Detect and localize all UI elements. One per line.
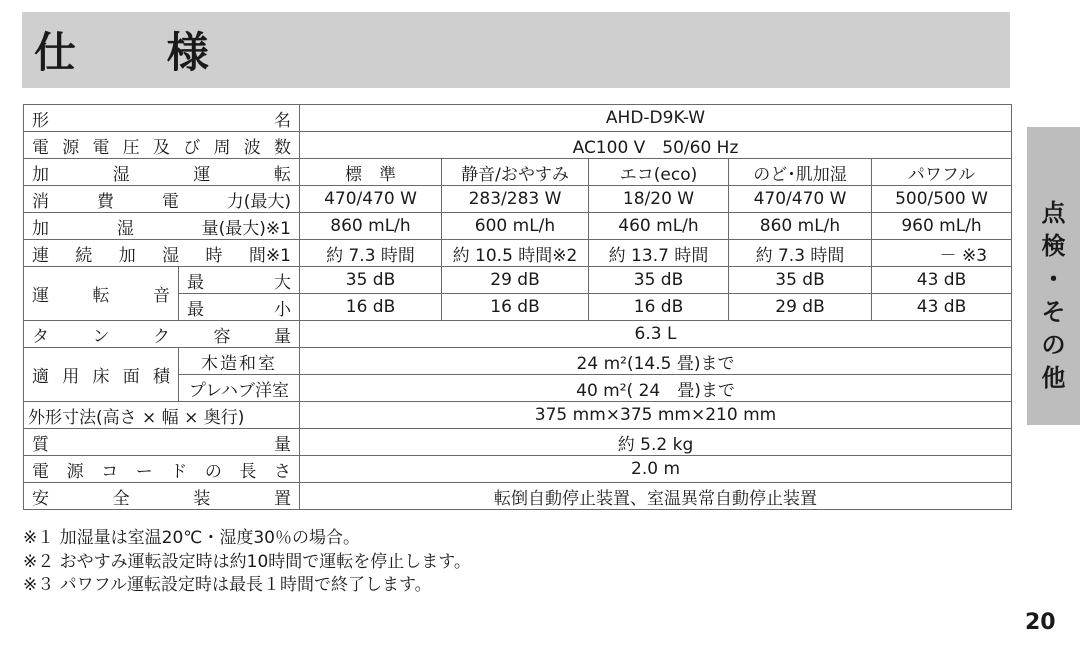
label-char: 電 xyxy=(92,137,110,158)
label-floor-wood: 木造和室 xyxy=(179,348,300,375)
label-safety xyxy=(24,483,300,510)
value-cell: 35 dB xyxy=(589,267,729,294)
label-char: 適 xyxy=(32,367,49,387)
label-char: ン xyxy=(92,326,110,347)
row-model xyxy=(24,105,1012,132)
label-char: 圧 xyxy=(122,137,140,158)
row-safety xyxy=(24,483,1012,510)
label-floor-area xyxy=(24,348,179,402)
label-char: 湿 xyxy=(162,245,180,266)
label-char: の xyxy=(204,461,222,482)
label-char: 加 xyxy=(32,218,49,239)
spec-table xyxy=(23,104,1012,510)
label-char: 容 xyxy=(213,326,231,347)
label-tank xyxy=(24,321,300,348)
page-number: 20 xyxy=(1025,610,1056,635)
value-safety: 転倒自動停止装置、室温異常自動停止装置 xyxy=(300,483,1012,510)
label-char: 湿 xyxy=(116,218,134,239)
row-modes xyxy=(24,159,1012,186)
label-char: 数 xyxy=(274,137,291,158)
row-tank xyxy=(24,321,1012,348)
label-char: 面 xyxy=(122,367,140,387)
value-cell: 29 dB xyxy=(729,294,872,321)
tab-char: 検 xyxy=(1041,232,1066,260)
row-power-consumption xyxy=(24,186,1012,213)
label-char: ー xyxy=(135,461,153,482)
value-cell: 860 mL/h xyxy=(729,213,872,240)
label-char: ド xyxy=(170,461,188,482)
tab-char: の xyxy=(1041,331,1066,359)
tab-char: 点 xyxy=(1041,199,1066,227)
label-continuous-time xyxy=(24,240,300,267)
label-char: 積 xyxy=(153,367,170,387)
label-char: 消 xyxy=(32,191,49,212)
label-char: 周 xyxy=(213,137,231,158)
label-char: 加 xyxy=(32,164,49,185)
page-title: 仕 様 xyxy=(34,28,247,77)
label-char: 電 xyxy=(32,137,49,158)
value-power-supply: AC100 V 50/60 Hz xyxy=(300,132,1012,159)
value-floor-wood: 24 m²(14.5 畳)まで xyxy=(300,348,1012,375)
tab-char: ・ xyxy=(1041,265,1066,293)
label-power-supply xyxy=(24,132,300,159)
footnote-1: ※１ 加湿量は室温20℃・湿度30％の場合。 xyxy=(23,528,361,548)
label-char: タ xyxy=(32,326,49,347)
value-cell: 470/470 W xyxy=(300,186,442,213)
label-char: 置 xyxy=(273,488,291,509)
label-char: 音 xyxy=(153,286,170,306)
label-char: 装 xyxy=(193,488,211,509)
section-tab-label xyxy=(1027,197,1080,395)
label-char: コ xyxy=(101,461,119,482)
label-char: 源 xyxy=(66,461,84,482)
mode-throat-skin: のど･肌加湿 xyxy=(729,159,872,186)
label-char: 及 xyxy=(153,137,170,158)
value-cell: 35 dB xyxy=(729,267,872,294)
value-cell: 860 mL/h xyxy=(300,213,442,240)
value-cell: 約 10.5 時間※2 xyxy=(442,240,589,267)
label-char: 安 xyxy=(32,488,49,509)
value-tank: 6.3 L xyxy=(300,321,1012,348)
value-cell: 約 7.3 時間 xyxy=(729,240,872,267)
label-char: 小 xyxy=(274,299,291,320)
row-humidification xyxy=(24,213,1012,240)
label-char: 続 xyxy=(75,245,93,266)
value-cell: 460 mL/h xyxy=(589,213,729,240)
label-char: ク xyxy=(153,326,170,347)
label-char: 長 xyxy=(239,461,257,482)
mode-powerful: パワフル xyxy=(872,159,1012,186)
value-cord-length: 2.0 m xyxy=(300,456,1012,483)
label-char: 床 xyxy=(92,367,110,387)
label-char: 運 xyxy=(193,164,211,185)
label-noise-min xyxy=(179,294,300,321)
value-cell: 283/283 W xyxy=(442,186,589,213)
value-cell: 16 dB xyxy=(589,294,729,321)
label-char: 波 xyxy=(243,137,261,158)
value-cell: 35 dB xyxy=(300,267,442,294)
footnote-2: ※２ おやすみ運転設定時は約10時間で運転を停止します。 xyxy=(23,551,471,572)
label-char: 連 xyxy=(32,245,49,266)
label-char: 量 xyxy=(274,434,291,455)
row-continuous-time xyxy=(24,240,1012,267)
section-tab xyxy=(1027,127,1080,425)
value-cell: 960 mL/h xyxy=(872,213,1012,240)
label-char: 湿 xyxy=(112,164,130,185)
value-cell: 470/470 W xyxy=(729,186,872,213)
value-cell: 16 dB xyxy=(300,294,442,321)
label-char: 費 xyxy=(96,191,114,212)
row-dimensions xyxy=(24,402,1012,429)
value-cell: － ※3 xyxy=(872,240,1012,267)
label-char: 転 xyxy=(273,164,291,185)
value-cell: 約 7.3 時間 xyxy=(300,240,442,267)
label-char: 力(最大) xyxy=(226,191,291,212)
value-floor-prefab: 40 m²( 24 畳)まで xyxy=(300,375,1012,402)
label-modes xyxy=(24,159,300,186)
label-power-consumption xyxy=(24,186,300,213)
footnote-3: ※３ パワフル運転設定時は最長１時間で終了します。 xyxy=(23,575,432,595)
label-noise xyxy=(24,267,179,321)
label-char: さ xyxy=(273,461,291,482)
value-cell: 16 dB xyxy=(442,294,589,321)
row-cord-length xyxy=(24,456,1012,483)
value-cell: 600 mL/h xyxy=(442,213,589,240)
label-char: 電 xyxy=(32,461,49,482)
label-char: 源 xyxy=(62,137,80,158)
footnotes xyxy=(23,527,471,598)
label-char: 形 xyxy=(32,110,49,131)
row-mass xyxy=(24,429,1012,456)
row-power-supply xyxy=(24,132,1012,159)
label-floor-prefab: プレハブ洋室 xyxy=(179,375,300,402)
label-cord-length xyxy=(24,456,300,483)
label-char: 量 xyxy=(274,326,291,347)
tab-char: 他 xyxy=(1041,364,1066,392)
label-char: び xyxy=(183,137,201,158)
row-noise-max xyxy=(24,267,1012,294)
value-dimensions: 375 mm×375 mm×210 mm xyxy=(300,402,1012,429)
value-mass: 約 5.2 kg xyxy=(300,429,1012,456)
label-char: 時 xyxy=(205,245,223,266)
label-char: 最 xyxy=(187,299,204,320)
value-cell: 18/20 W xyxy=(589,186,729,213)
label-dimensions: 外形寸法(高さ × 幅 × 奥行) xyxy=(24,402,300,429)
tab-char: そ xyxy=(1041,298,1066,326)
label-char: 転 xyxy=(92,286,110,306)
label-char: 名 xyxy=(274,110,291,131)
label-mass xyxy=(24,429,300,456)
label-char: 質 xyxy=(32,434,49,455)
value-model: AHD-D9K-W xyxy=(300,105,1012,132)
label-char: 用 xyxy=(62,367,80,387)
label-noise-max xyxy=(179,267,300,294)
label-char: 運 xyxy=(32,286,49,306)
label-char: 量(最大)※1 xyxy=(201,218,291,239)
mode-eco: エコ(eco) xyxy=(589,159,729,186)
value-cell: 約 13.7 時間 xyxy=(589,240,729,267)
label-char: 最 xyxy=(187,272,204,293)
label-char: 間※1 xyxy=(248,245,291,266)
title-band xyxy=(22,12,1010,88)
label-char: 大 xyxy=(274,272,291,293)
label-char: 全 xyxy=(112,488,130,509)
label-humidification xyxy=(24,213,300,240)
label-model xyxy=(24,105,300,132)
value-cell: 29 dB xyxy=(442,267,589,294)
value-cell: 43 dB xyxy=(872,267,1012,294)
mode-standard: 標 準 xyxy=(300,159,442,186)
label-char: 電 xyxy=(161,191,179,212)
value-cell: 500/500 W xyxy=(872,186,1012,213)
row-floor-wood xyxy=(24,348,1012,375)
mode-quiet: 静音/おやすみ xyxy=(442,159,589,186)
value-cell: 43 dB xyxy=(872,294,1012,321)
label-char: 加 xyxy=(118,245,136,266)
